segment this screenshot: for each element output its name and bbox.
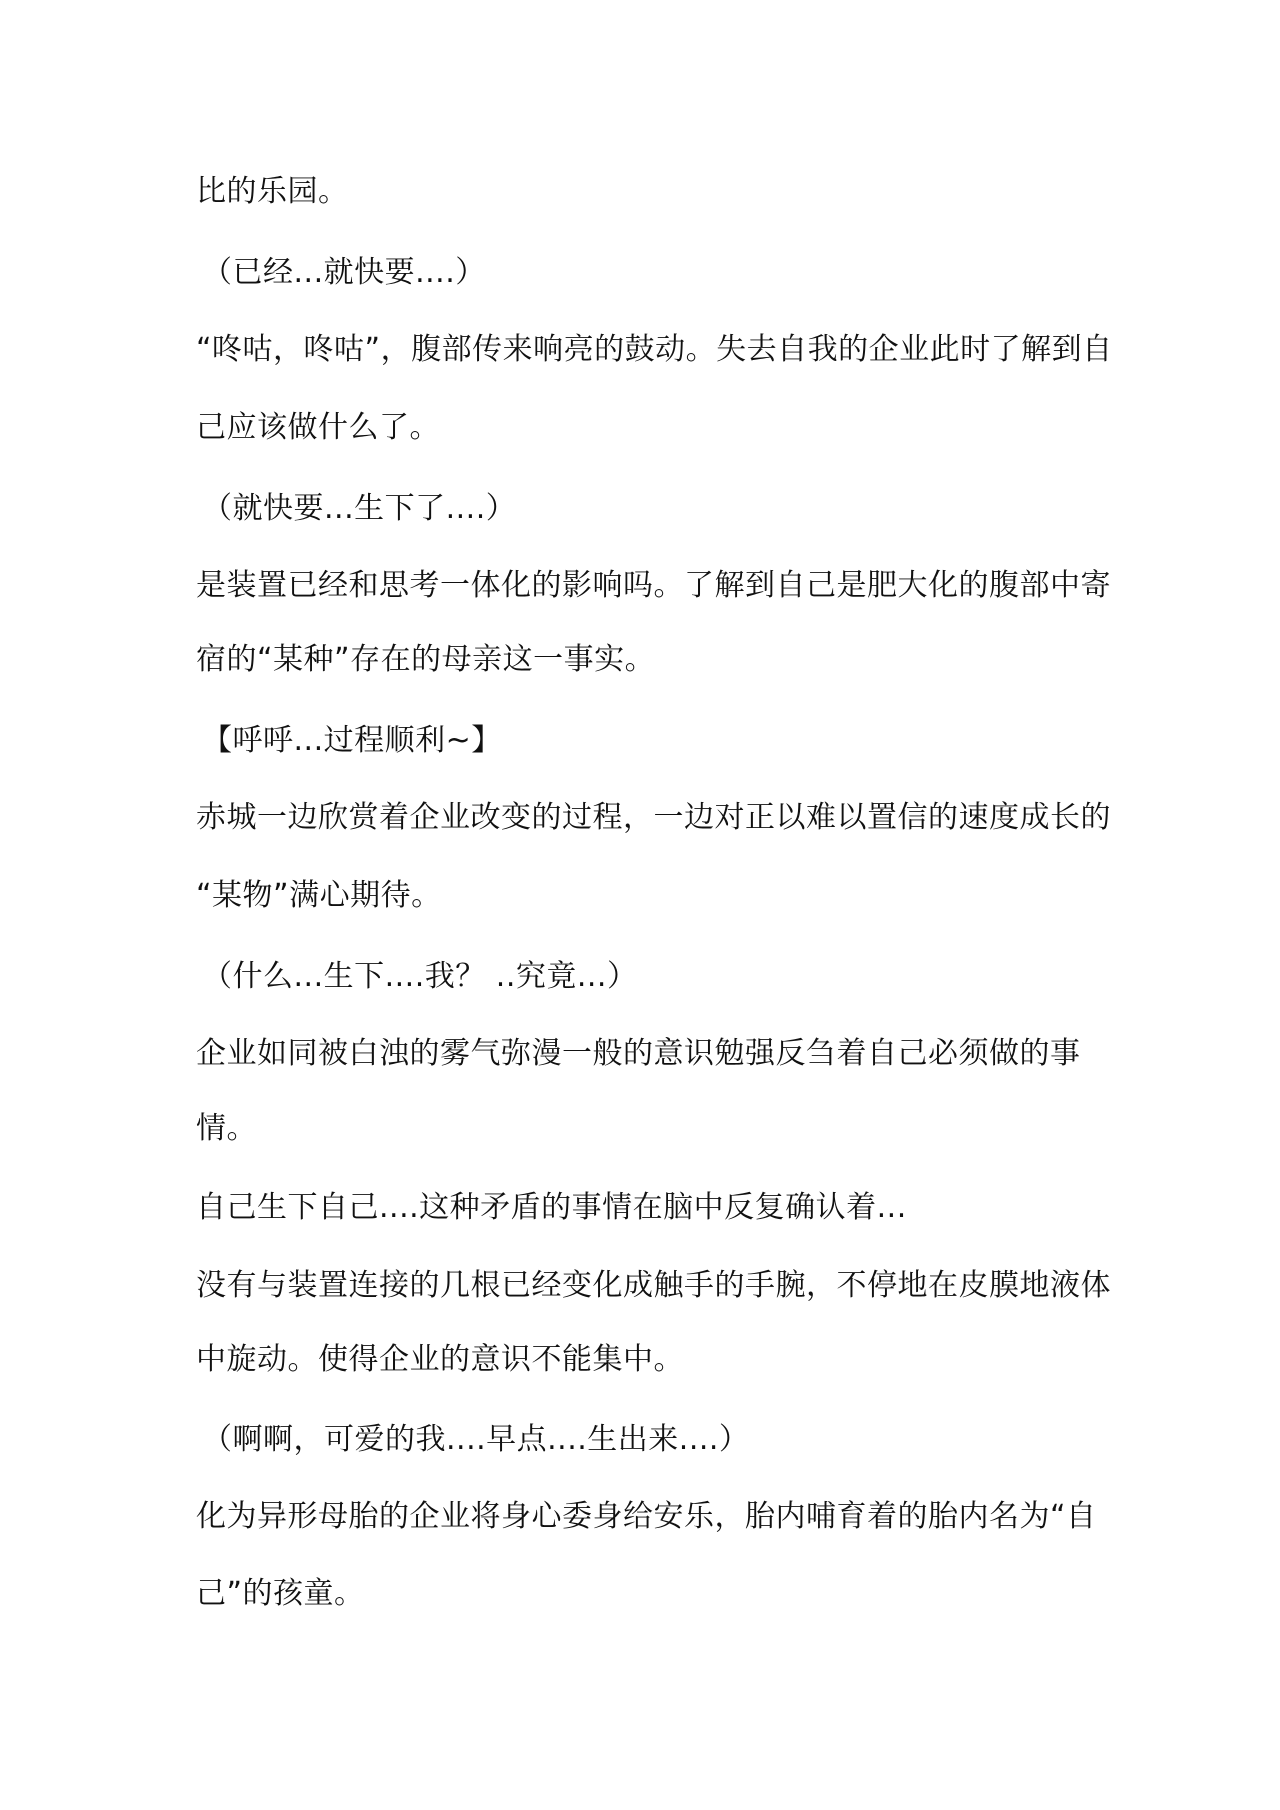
- text-line: “咚咕，咚咕”，腹部传来响亮的鼓动。失去自我的企业此时了解到自: [196, 332, 1113, 367]
- text-line: （就快要...生下了....）: [202, 491, 517, 526]
- text-line: 没有与装置连接的几根已经变化成触手的手腕，不停地在皮膜地液体: [196, 1268, 1111, 1303]
- text-line: （已经...就快要....）: [202, 255, 486, 290]
- text-line: 己应该做什么了。: [196, 410, 440, 445]
- text-line: 企业如同被白浊的雾气弥漫一般的意识勉强反刍着自己必须做的事: [196, 1036, 1081, 1071]
- text-line: 情。: [196, 1111, 257, 1146]
- text-line: 【呼呼...过程顺利~】: [202, 723, 502, 758]
- text-line: 己”的孩童。: [196, 1576, 365, 1611]
- text-line: （什么...生下....我？ ..究竟...）: [202, 959, 638, 994]
- text-line: “某物”满心期待。: [196, 878, 442, 913]
- text-line: 化为异形母胎的企业将身心委身给安乐，胎内哺育着的胎内名为“自: [196, 1499, 1097, 1534]
- text-line: 是装置已经和思考一体化的影响吗。了解到自己是肥大化的腹部中寄: [196, 568, 1111, 603]
- text-line: 中旋动。使得企业的意识不能集中。: [196, 1342, 684, 1377]
- text-line: 自己生下自己....这种矛盾的事情在脑中反复确认着...: [196, 1190, 907, 1225]
- text-line: 赤城一边欣赏着企业改变的过程，一边对正以难以置信的速度成长的: [196, 800, 1111, 835]
- text-line: 宿的“某种”存在的母亲这一事实。: [196, 642, 656, 677]
- text-line: （啊啊，可爱的我....早点....生出来....）: [202, 1422, 750, 1457]
- text-line: 比的乐园。: [196, 174, 349, 209]
